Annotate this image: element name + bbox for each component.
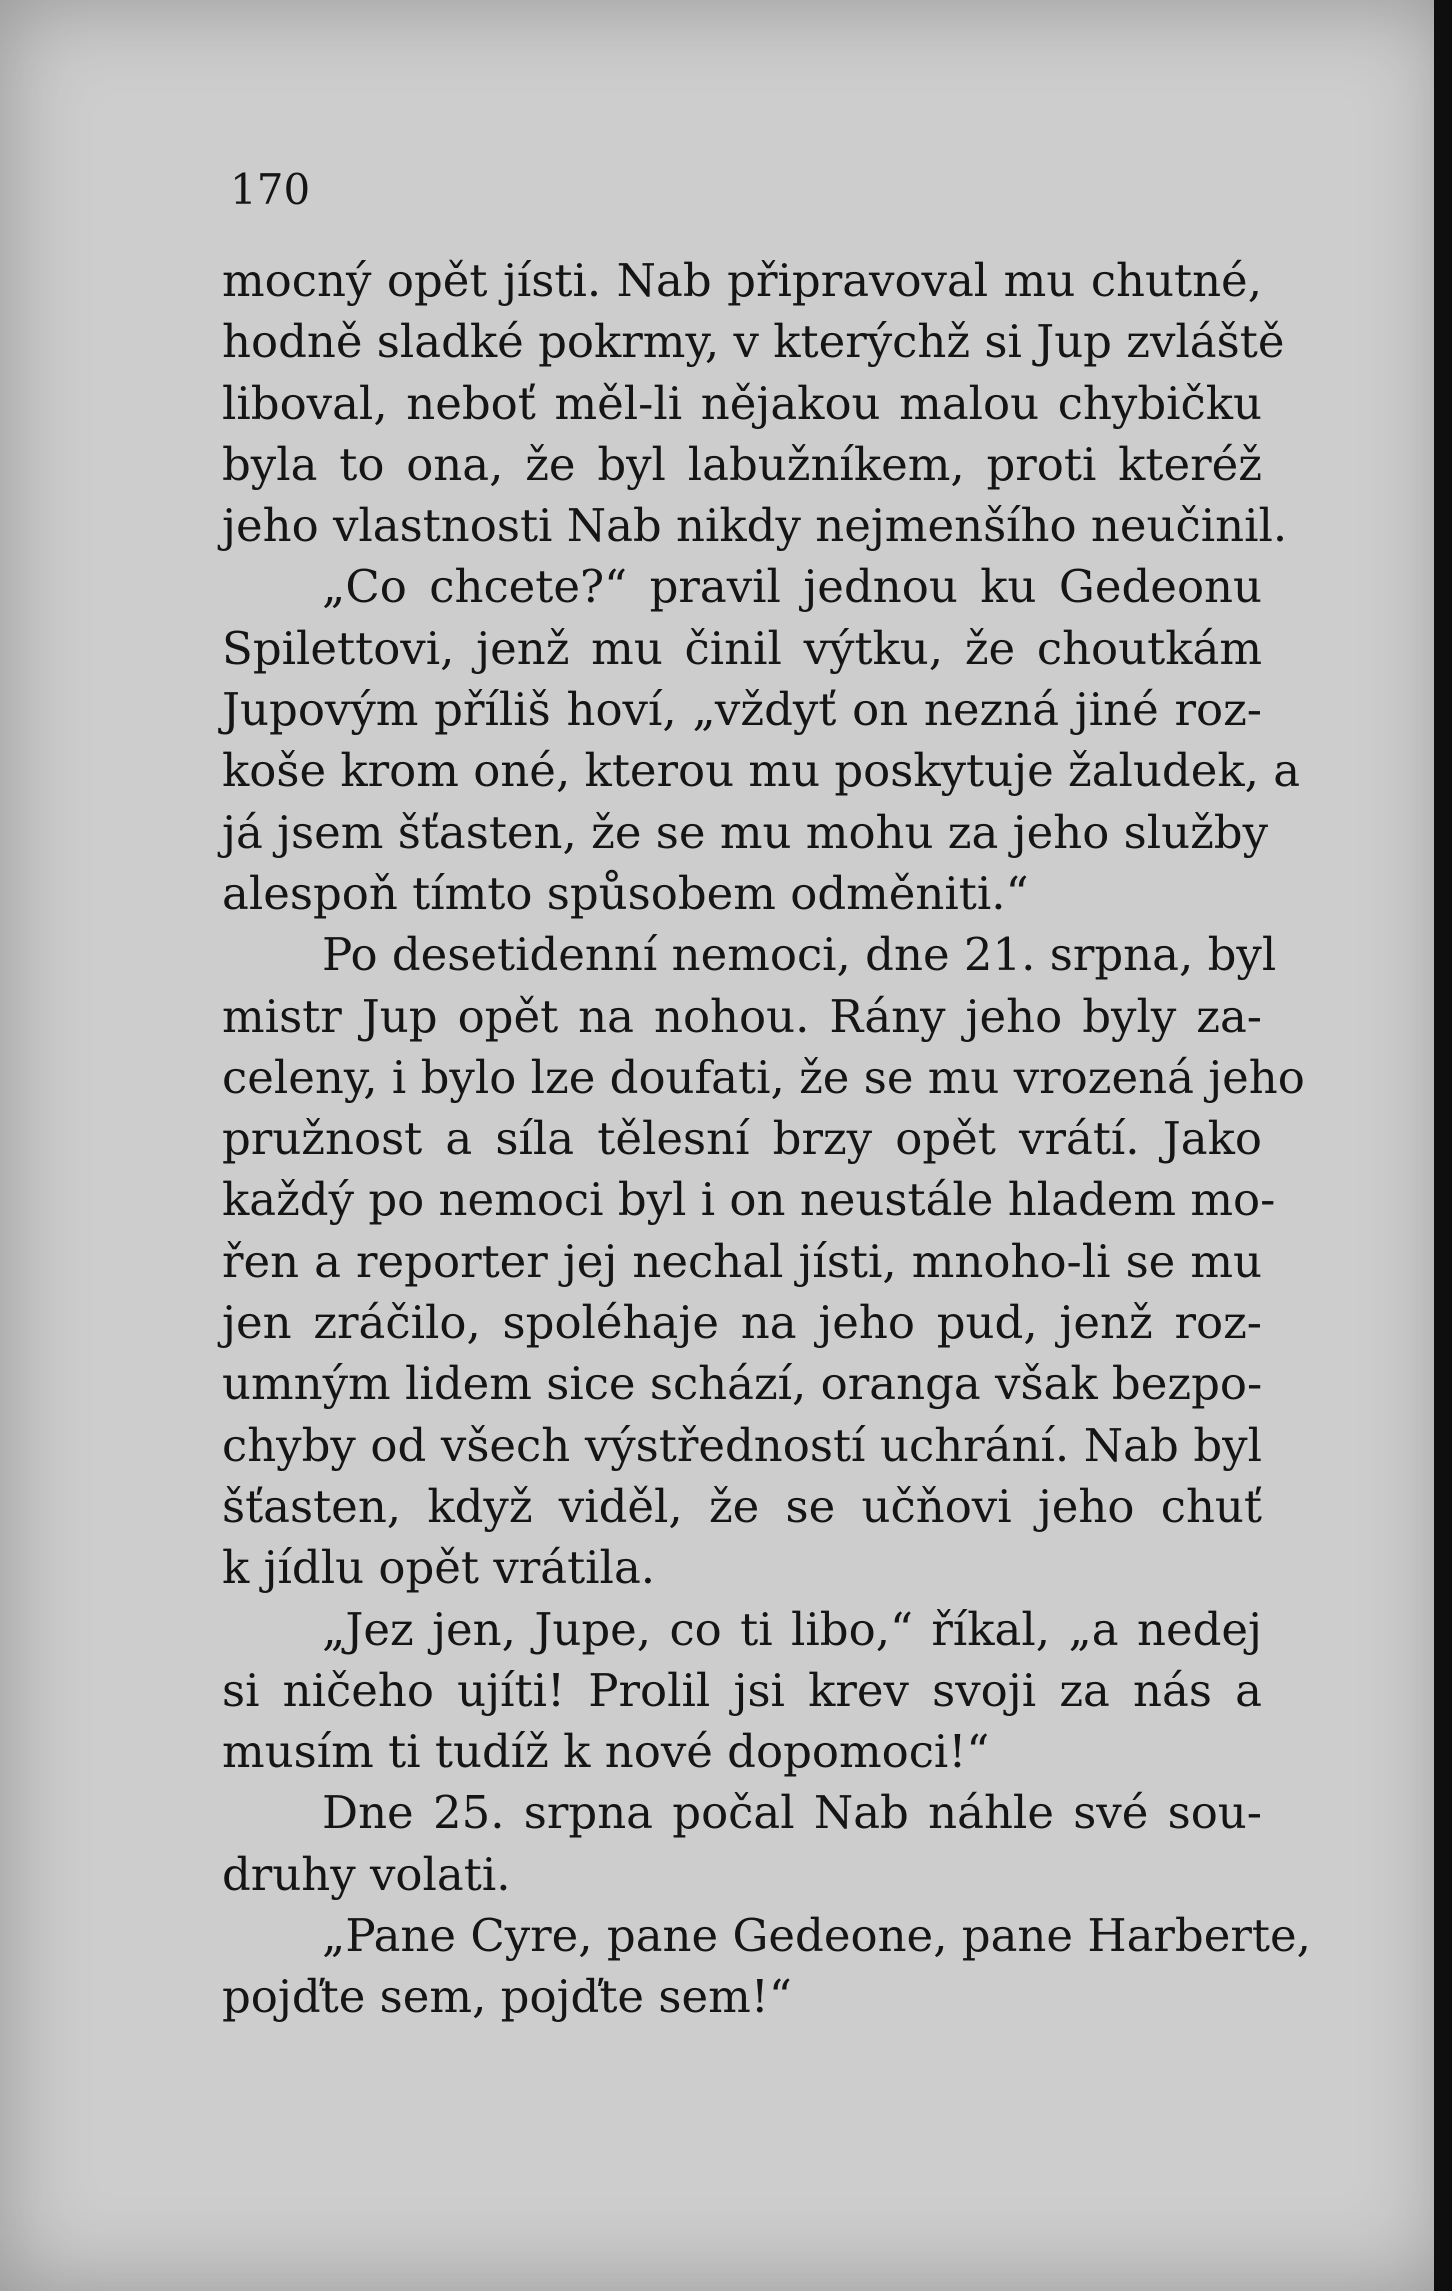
text-line: Dne 25. srpna počal Nab náhle své sou- — [322, 1786, 1262, 1840]
text-line: celeny, i bylo lze doufati, že se mu vrozená jeho — [222, 1050, 1305, 1104]
text-line: chyby od všech výstředností uchrání. Nab byl — [222, 1418, 1262, 1472]
text-line: Po desetidenní nemoci, dne 21. srpna, byl — [322, 928, 1277, 982]
text-line: Jupovým příliš hoví, „vždyť on nezná jiné roz- — [222, 683, 1262, 737]
text-line: k jídlu opět vrátila. — [222, 1541, 656, 1595]
text-line: hodně sladké pokrmy, v kterýchž si Jup zvláště — [222, 315, 1285, 369]
scan-dark-edge — [1434, 0, 1452, 2291]
text-line: umným lidem sice schází, oranga však bezpo- — [222, 1357, 1263, 1411]
text-line: mistr Jup opět na nohou. Rány jeho byly za- — [222, 989, 1262, 1043]
text-line: pojďte sem, pojďte sem!“ — [222, 1970, 792, 2024]
body-text — [222, 250, 1311, 2028]
text-line: alespoň tímto spůsobem odměniti.“ — [222, 866, 1029, 920]
text-line: řen a reporter jej nechal jísti, mnoho-li se mu — [222, 1234, 1262, 1288]
text-line: liboval, neboť měl-li nějakou malou chybičku — [222, 376, 1262, 430]
text-line: „Jez jen, Jupe, co ti libo,“ říkal, „a nedej — [322, 1602, 1262, 1656]
text-line: jeho vlastnosti Nab nikdy nejmenšího neučinil. — [222, 499, 1288, 553]
text-line: druhy volati. — [222, 1847, 511, 1901]
text-line: jen zráčilo, spoléhaje na jeho pud, jenž roz- — [222, 1296, 1262, 1350]
book-page — [222, 160, 1311, 2028]
text-line: Spilettovi, jenž mu činil výtku, že choutkám — [222, 621, 1262, 675]
text-line: byla to ona, že byl labužníkem, proti kteréž — [222, 437, 1262, 491]
text-line: pružnost a síla tělesní brzy opět vrátí. Jako — [222, 1112, 1262, 1166]
text-line: si ničeho ujíti! Prolil jsi krev svoji za nás a — [222, 1663, 1262, 1717]
text-line: šťasten, když viděl, že se učňovi jeho chuť — [222, 1479, 1262, 1533]
text-line: já jsem šťasten, že se mu mohu za jeho služby — [222, 805, 1269, 859]
text-line: každý po nemoci byl i on neustále hladem mo- — [222, 1173, 1276, 1227]
text-line: mocný opět jísti. Nab připravoval mu chutné, — [222, 254, 1262, 307]
text-line: „Co chcete?“ pravil jednou ku Gedeonu — [322, 560, 1262, 614]
text-line: „Pane Cyre, pane Gedeone, pane Harberte, — [322, 1909, 1311, 1963]
text-line: koše krom oné, kterou mu poskytuje žaludek, a — [222, 744, 1301, 798]
page-number: 170 — [230, 165, 311, 214]
text-line: musím ti tudíž k nové dopomoci!“ — [222, 1725, 990, 1779]
